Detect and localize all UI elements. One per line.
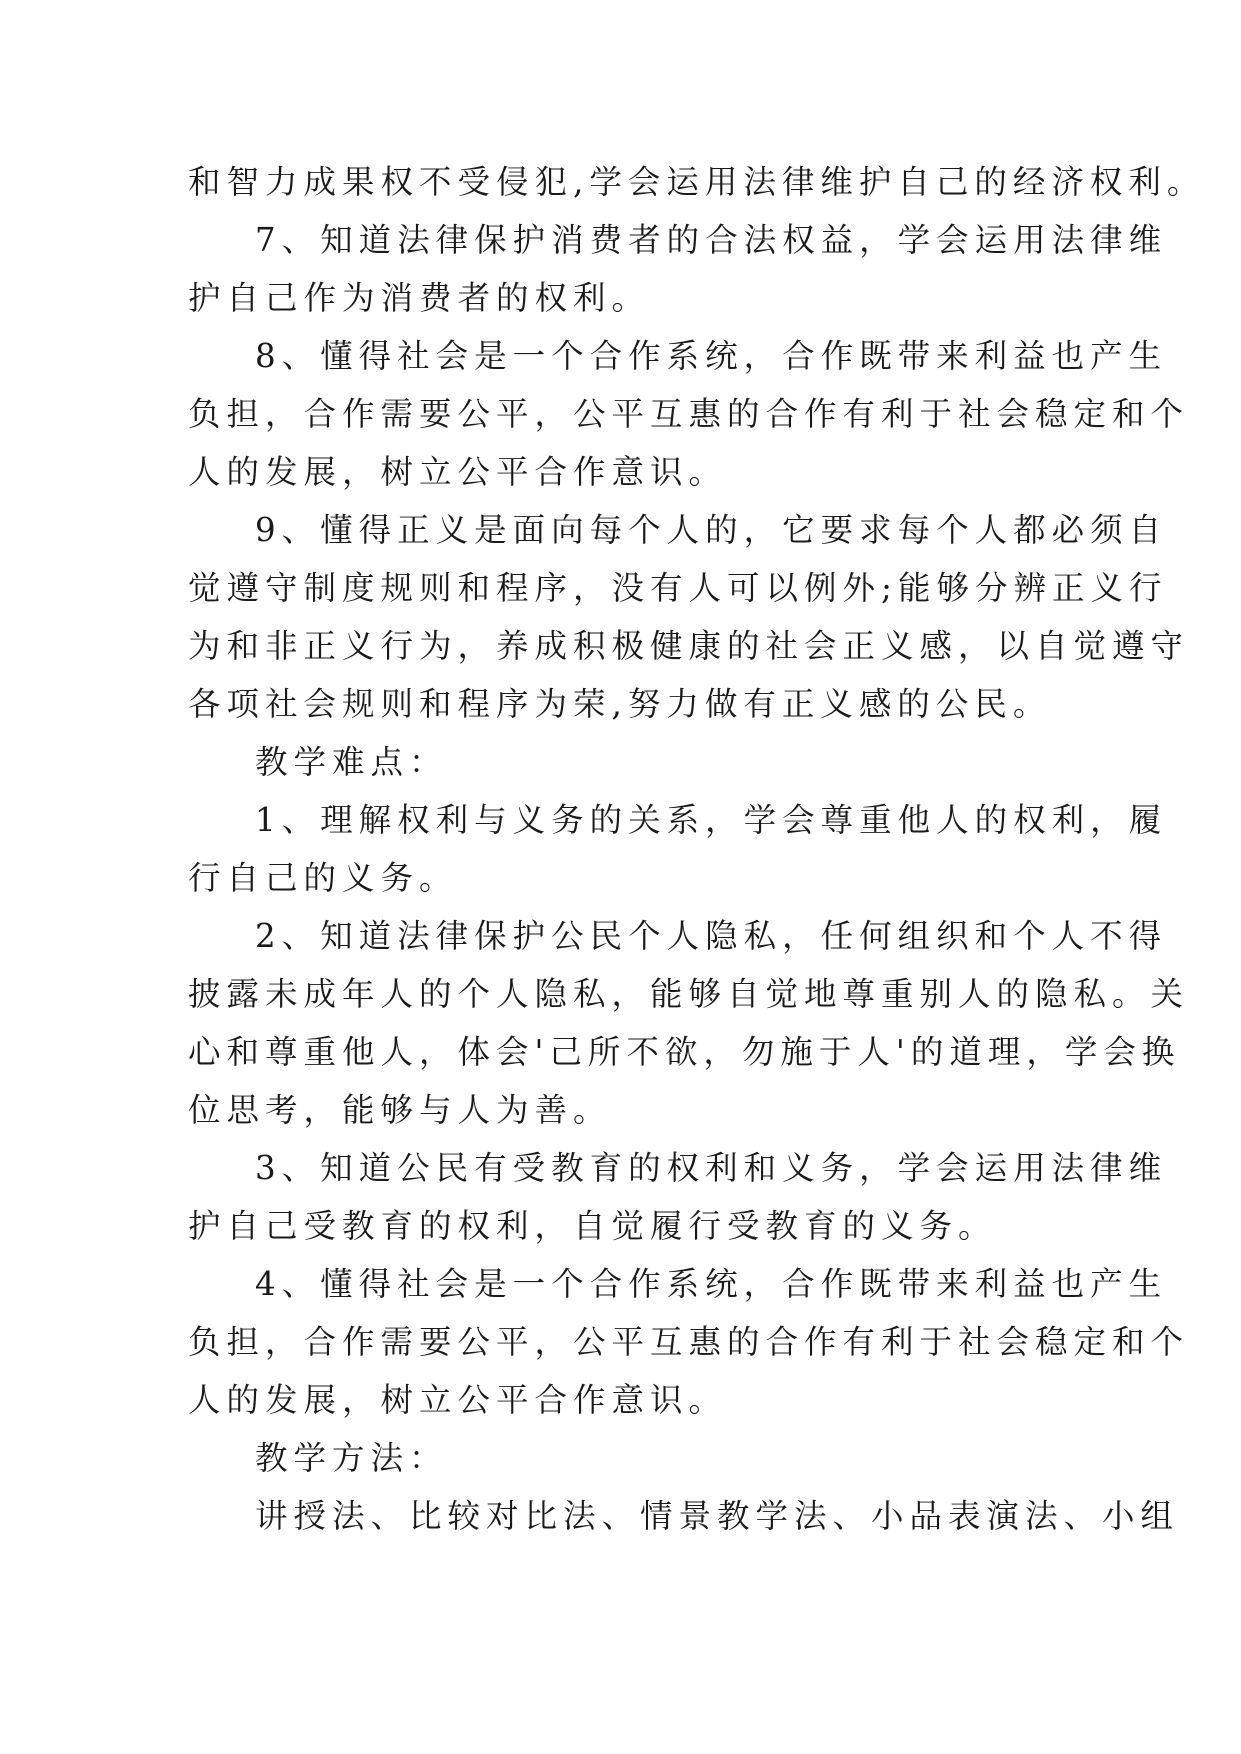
text-line: 位思考，能够与人为善。 (188, 1091, 612, 1129)
text-line: 2、知道法律保护公民个人隐私，任何组织和个人不得 (255, 917, 1168, 955)
text-line: 觉遵守制度规则和程序，没有人可以例外;能够分辨正义行 (188, 569, 1168, 607)
text-line: 人的发展，树立公平合作意识。 (188, 453, 728, 491)
text-line: 为和非正义行为，养成积极健康的社会正义感，以自觉遵守 (188, 627, 1190, 665)
text-line: 负担，合作需要公平，公平互惠的合作有利于社会稳定和个 (188, 395, 1190, 433)
text-line: 4、懂得社会是一个合作系统，合作既带来利益也产生 (255, 1265, 1168, 1303)
text-line: 各项社会规则和程序为荣,努力做有正义感的公民。 (188, 685, 1052, 723)
section-heading: 教学方法： (255, 1439, 448, 1477)
text-line: 7、知道法律保护消费者的合法权益，学会运用法律维 (255, 221, 1168, 259)
text-line: 8、懂得社会是一个合作系统，合作既带来利益也产生 (255, 337, 1168, 375)
text-line: 披露未成年人的个人隐私，能够自觉地尊重别人的隐私。关 (188, 975, 1190, 1013)
text-line: 护自己受教育的权利，自觉履行受教育的义务。 (188, 1207, 997, 1245)
text-line: 负担，合作需要公平，公平互惠的合作有利于社会稳定和个 (188, 1323, 1190, 1361)
text-line: 人的发展，树立公平合作意识。 (188, 1381, 728, 1419)
text-line: 行自己的义务。 (188, 859, 458, 897)
text-line: 护自己作为消费者的权利。 (188, 279, 651, 317)
section-heading: 教学难点： (255, 743, 448, 781)
text-line: 讲授法、比较对比法、情景教学法、小品表演法、小组 (255, 1497, 1180, 1535)
text-line: 9、懂得正义是面向每个人的，它要求每个人都必须自 (255, 511, 1168, 549)
text-line: 3、知道公民有受教育的权利和义务，学会运用法律维 (255, 1149, 1168, 1187)
text-line: 和智力成果权不受侵犯,学会运用法律维护自己的经济权利。 (188, 163, 1206, 201)
text-line: 心和尊重他人，体会'己所不欲，勿施于人'的道理，学会换 (188, 1033, 1181, 1071)
text-line: 1、理解权利与义务的关系，学会尊重他人的权利，履 (255, 801, 1168, 839)
